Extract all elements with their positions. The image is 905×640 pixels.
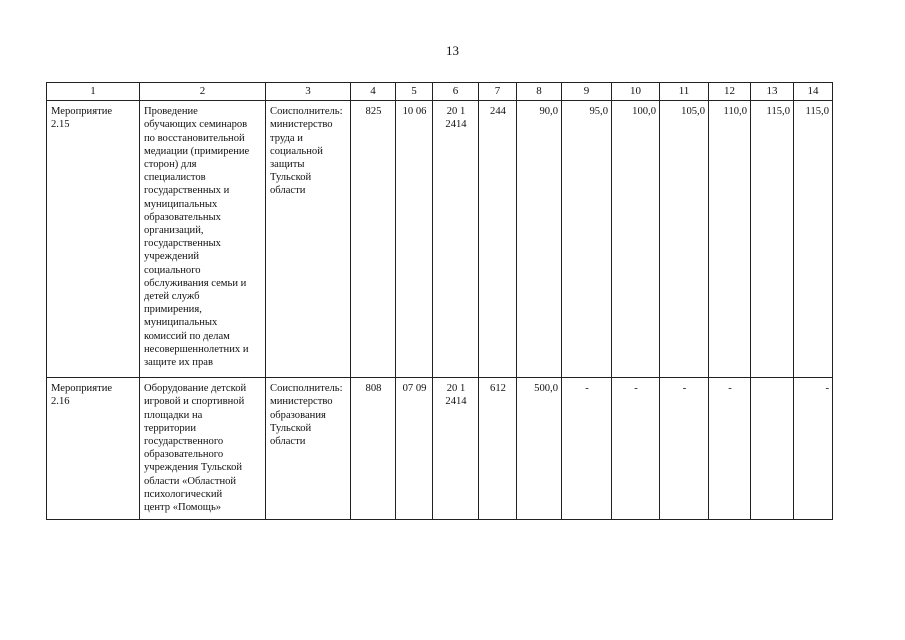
header-cell-14: 14 [794, 83, 833, 101]
cell-c9: 95,0 [562, 101, 612, 378]
cell-c14: 115,0 [794, 101, 833, 378]
header-cell-13: 13 [751, 83, 794, 101]
data-table [46, 82, 833, 520]
header-cell-6: 6 [433, 83, 479, 101]
cell-c7: 612 [479, 378, 517, 520]
table-row [47, 101, 833, 378]
cell-c14: - [794, 378, 833, 520]
header-cell-1: 1 [47, 83, 140, 101]
cell-c4: 825 [351, 101, 396, 378]
cell-c12: 110,0 [709, 101, 751, 378]
cell-c13: 115,0 [751, 101, 794, 378]
header-cell-4: 4 [351, 83, 396, 101]
cell-c6: 20 1 2414 [433, 378, 479, 520]
page-number: 13 [446, 43, 459, 58]
header-cell-11: 11 [660, 83, 709, 101]
cell-c8: 500,0 [517, 378, 562, 520]
cell-c7: 244 [479, 101, 517, 378]
description-cell: Оборудование детской игровой и спортивной площадки на территории государственного образовательного учреждения Тульской области «Областной психологический центр «Помощь» [140, 378, 266, 520]
event-cell: Мероприятие 2.15 [47, 101, 140, 378]
table-row [47, 378, 833, 520]
executor-cell: Соисполнитель: министерство труда и социальной защиты Тульской области [266, 101, 351, 378]
header-cell-7: 7 [479, 83, 517, 101]
header-cell-12: 12 [709, 83, 751, 101]
cell-c10: - [612, 378, 660, 520]
cell-c5: 07 09 [396, 378, 433, 520]
cell-c12: - [709, 378, 751, 520]
cell-c6: 20 1 2414 [433, 101, 479, 378]
table-header-row [47, 83, 833, 101]
description-cell: Проведение обучающих семинаров по восстановительной медиации (примирение сторон) для специалистов государственных и муниципальных образовательных организаций, государственных учреждений социального обслуживания семьи и детей служб примирения, муниципальных комиссий по делам несовершеннолетних и защите их прав [140, 101, 266, 378]
cell-c9: - [562, 378, 612, 520]
header-cell-8: 8 [517, 83, 562, 101]
cell-c10: 100,0 [612, 101, 660, 378]
cell-c5: 10 06 [396, 101, 433, 378]
cell-c11: 105,0 [660, 101, 709, 378]
cell-c13 [751, 378, 794, 520]
header-cell-5: 5 [396, 83, 433, 101]
header-cell-10: 10 [612, 83, 660, 101]
cell-c4: 808 [351, 378, 396, 520]
header-cell-3: 3 [266, 83, 351, 101]
cell-c8: 90,0 [517, 101, 562, 378]
header-cell-2: 2 [140, 83, 266, 101]
cell-c11: - [660, 378, 709, 520]
header-cell-9: 9 [562, 83, 612, 101]
executor-cell: Соисполнитель: министерство образования Тульской области [266, 378, 351, 520]
event-cell: Мероприятие 2.16 [47, 378, 140, 520]
